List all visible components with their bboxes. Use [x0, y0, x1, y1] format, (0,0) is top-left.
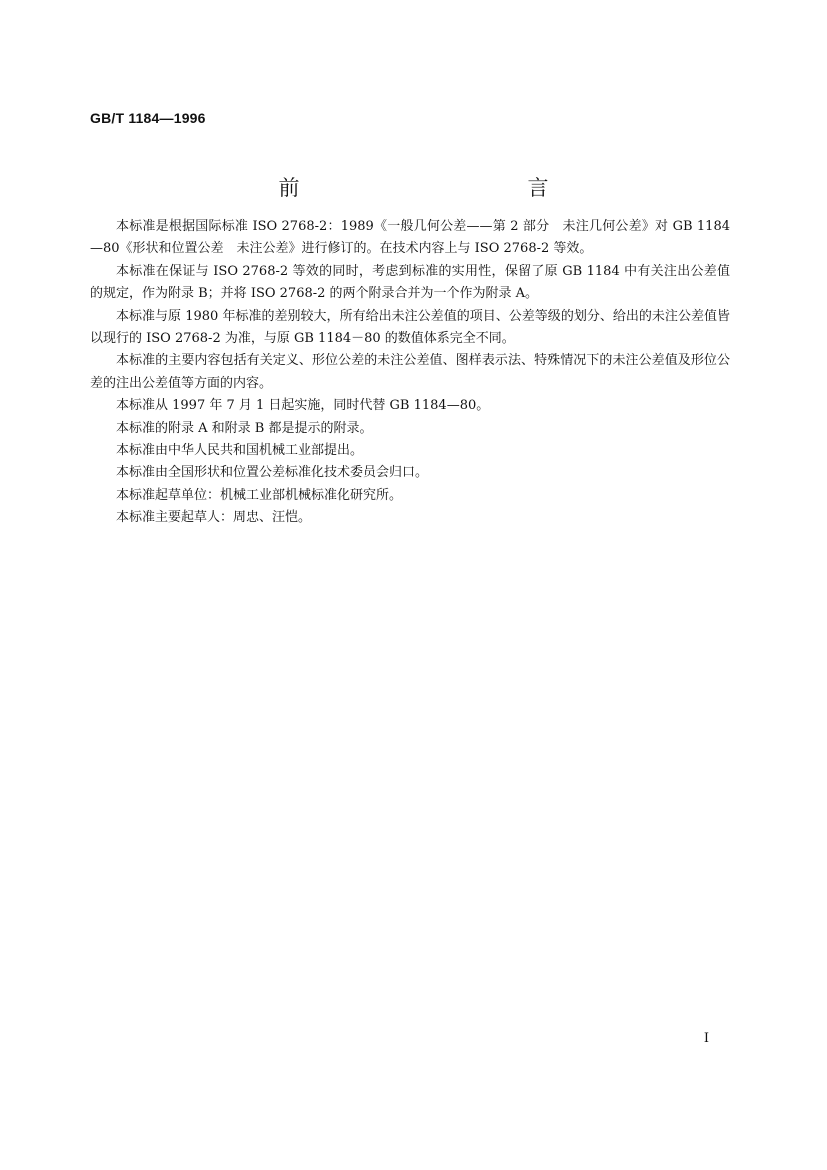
- paragraph: 本标准是根据国际标准 ISO 2768-2：1989《一般几何公差——第 2 部分 未注几何公差》对 GB 1184—80《形状和位置公差 未注公差》进行修订的。在技术内容上与 ISO 2768-2 等效。: [90, 219, 730, 257]
- preface-body: [90, 216, 730, 530]
- paragraph: 本标准与原 1980 年标准的差别较大，所有给出未注公差值的项目、公差等级的划分、给出的未注公差值皆以现行的 ISO 2768-2 为准，与原 GB 1184－80 的数值体系完全不同。: [90, 308, 730, 347]
- paragraph: 本标准起草单位：机械工业部机械标准化研究所。: [116, 487, 403, 503]
- page-title: 前 言: [278, 176, 611, 200]
- standard-code: GB/T 1184—1996: [90, 110, 206, 126]
- paragraph: 本标准从 1997 年 7 月 1 日起实施，同时代替 GB 1184—80。: [116, 398, 490, 414]
- page-number: I: [703, 1031, 709, 1046]
- paragraph: 本标准的附录 A 和附录 B 都是提示的附录。: [116, 420, 373, 436]
- paragraph: 本标准由中华人民共和国机械工业部提出。: [116, 443, 364, 459]
- paragraph: 本标准主要起草人：周忠、汪恺。: [116, 510, 312, 526]
- paragraph: 本标准的主要内容包括有关定义、形位公差的未注公差值、图样表示法、特殊情况下的未注公差值及形位公差的注出公差值等方面的内容。: [90, 353, 730, 391]
- paragraph: 本标准在保证与 ISO 2768-2 等效的同时，考虑到标准的实用性，保留了原 GB 1184 中有关注出公差值的规定，作为附录 B；并将 ISO 2768-2 的两个附录合并为一个作为附录 A。: [90, 263, 730, 302]
- paragraph: 本标准由全国形状和位置公差标准化技术委员会归口。: [116, 465, 429, 481]
